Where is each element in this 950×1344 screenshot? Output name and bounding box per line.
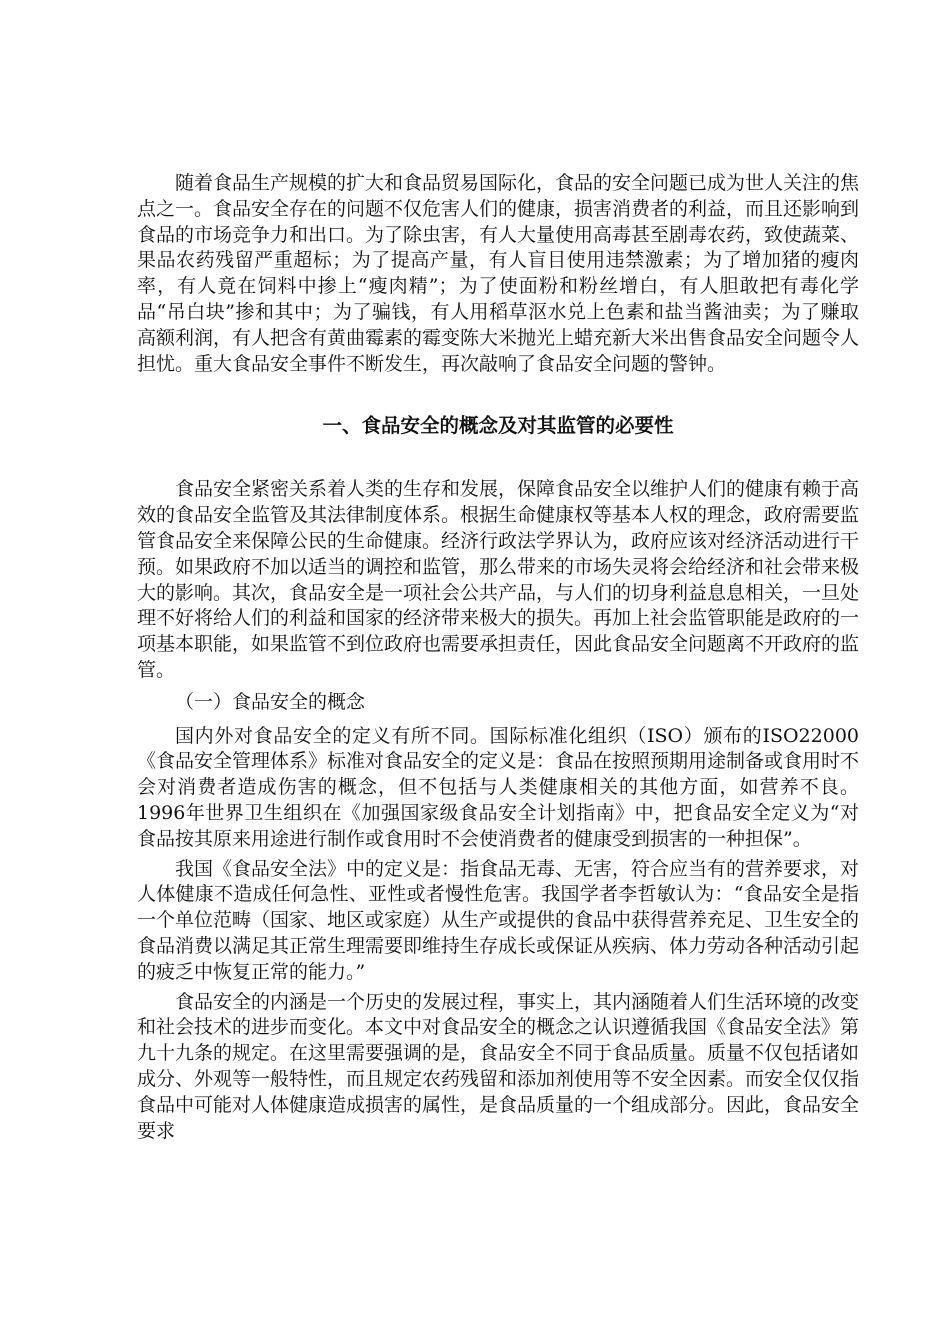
definition-international-paragraph: 国内外对食品安全的定义有所不同。国际标准化组织（ISO）颁布的ISO22000《食品安全管理体系》标准对食品安全的定义是：食品在按照预期用途制备或食用时不会对消费者造成伤害的概念，但不包括与人类健康相关的其他方面，如营养不良。1996年世界卫生组织在《加强国家级食品安全计划指南》中，把食品安全定义为“对食品按其原来用途进行制作或食用时不会使消费者的健康受到损害的一种担保”。: [137, 724, 860, 850]
connotation-paragraph: 食品安全的内涵是一个历史的发展过程，事实上，其内涵随着人们生活环境的改变和社会技术的进步而变化。本文中对食品安全的概念之认识遵循我国《食品安全法》第九十九条的规定。在这里需要强调的是，食品安全不同于食品质量。质量不仅包括诸如成分、外观等一般特性，而且规定农药残留和添加剂使用等不安全因素。而安全仅仅指食品中可能对人体健康造成损害的属性，是食品质量的一个组成部分。因此，食品安全要求: [137, 990, 860, 1142]
intro-paragraph: 随着食品生产规模的扩大和食品贸易国际化，食品的安全问题已成为世人关注的焦点之一。食品安全存在的问题不仅危害人们的健康，损害消费者的利益，而且还影响到食品的市场竞争力和出口。为了除虫害，有人大量使用高毒甚至剧毒农药，致使蔬菜、果品农药残留严重超标；为了提高产量，有人盲目使用违禁激素；为了增加猪的瘦肉率，有人竟在饲料中掺上“瘦肉精”；为了使面粉和粉丝增白，有人胆敢把有毒化学品“吊白块”掺和其中；为了骗钱，有人用稻草沤水兑上色素和盐当酱油卖；为了赚取高额利润，有人把含有黄曲霉素的霉变陈大米抛光上蜡充新大米出售食品安全问题令人担忧。重大食品安全事件不断发生，再次敲响了食品安全问题的警钟。: [137, 172, 860, 375]
section-paragraph: 食品安全紧密关系着人类的生存和发展，保障食品安全以维护人们的健康有赖于高效的食品安全监管及其法律制度体系。根据生命健康权等基本人权的理念，政府需要监管食品安全来保障公民的生命健康。经济行政法学界认为，政府应该对经济活动进行干预。如果政府不加以适当的调控和监管，那么带来的市场失灵将会给经济和社会带来极大的影响。其次，食品安全是一项社会公共产品，与人们的切身利益息息相关，一旦处理不好将给人们的利益和国家的经济带来极大的损失。再加上社会监管职能是政府的一项基本职能，如果监管不到位政府也需要承担责任，因此食品安全问题离不开政府的监管。: [137, 478, 860, 681]
definition-china-paragraph: 我国《食品安全法》中的定义是：指食品无毒、无害，符合应当有的营养要求，对人体健康不造成任何急性、亚性或者慢性危害。我国学者李哲敏认为：“食品安全是指一个单位范畴（国家、地区或家庭）从生产或提供的食品中获得营养充足、卫生安全的食品消费以满足其正常生理需要即维持生存成长或保证从疾病、体力劳动各种活动引起的疲乏中恢复正常的能力。”: [137, 857, 860, 983]
section-heading: 一、食品安全的概念及对其监管的必要性: [322, 414, 674, 438]
document-page: [137, 171, 859, 1144]
subsection-heading: （一）食品安全的概念: [175, 690, 366, 713]
